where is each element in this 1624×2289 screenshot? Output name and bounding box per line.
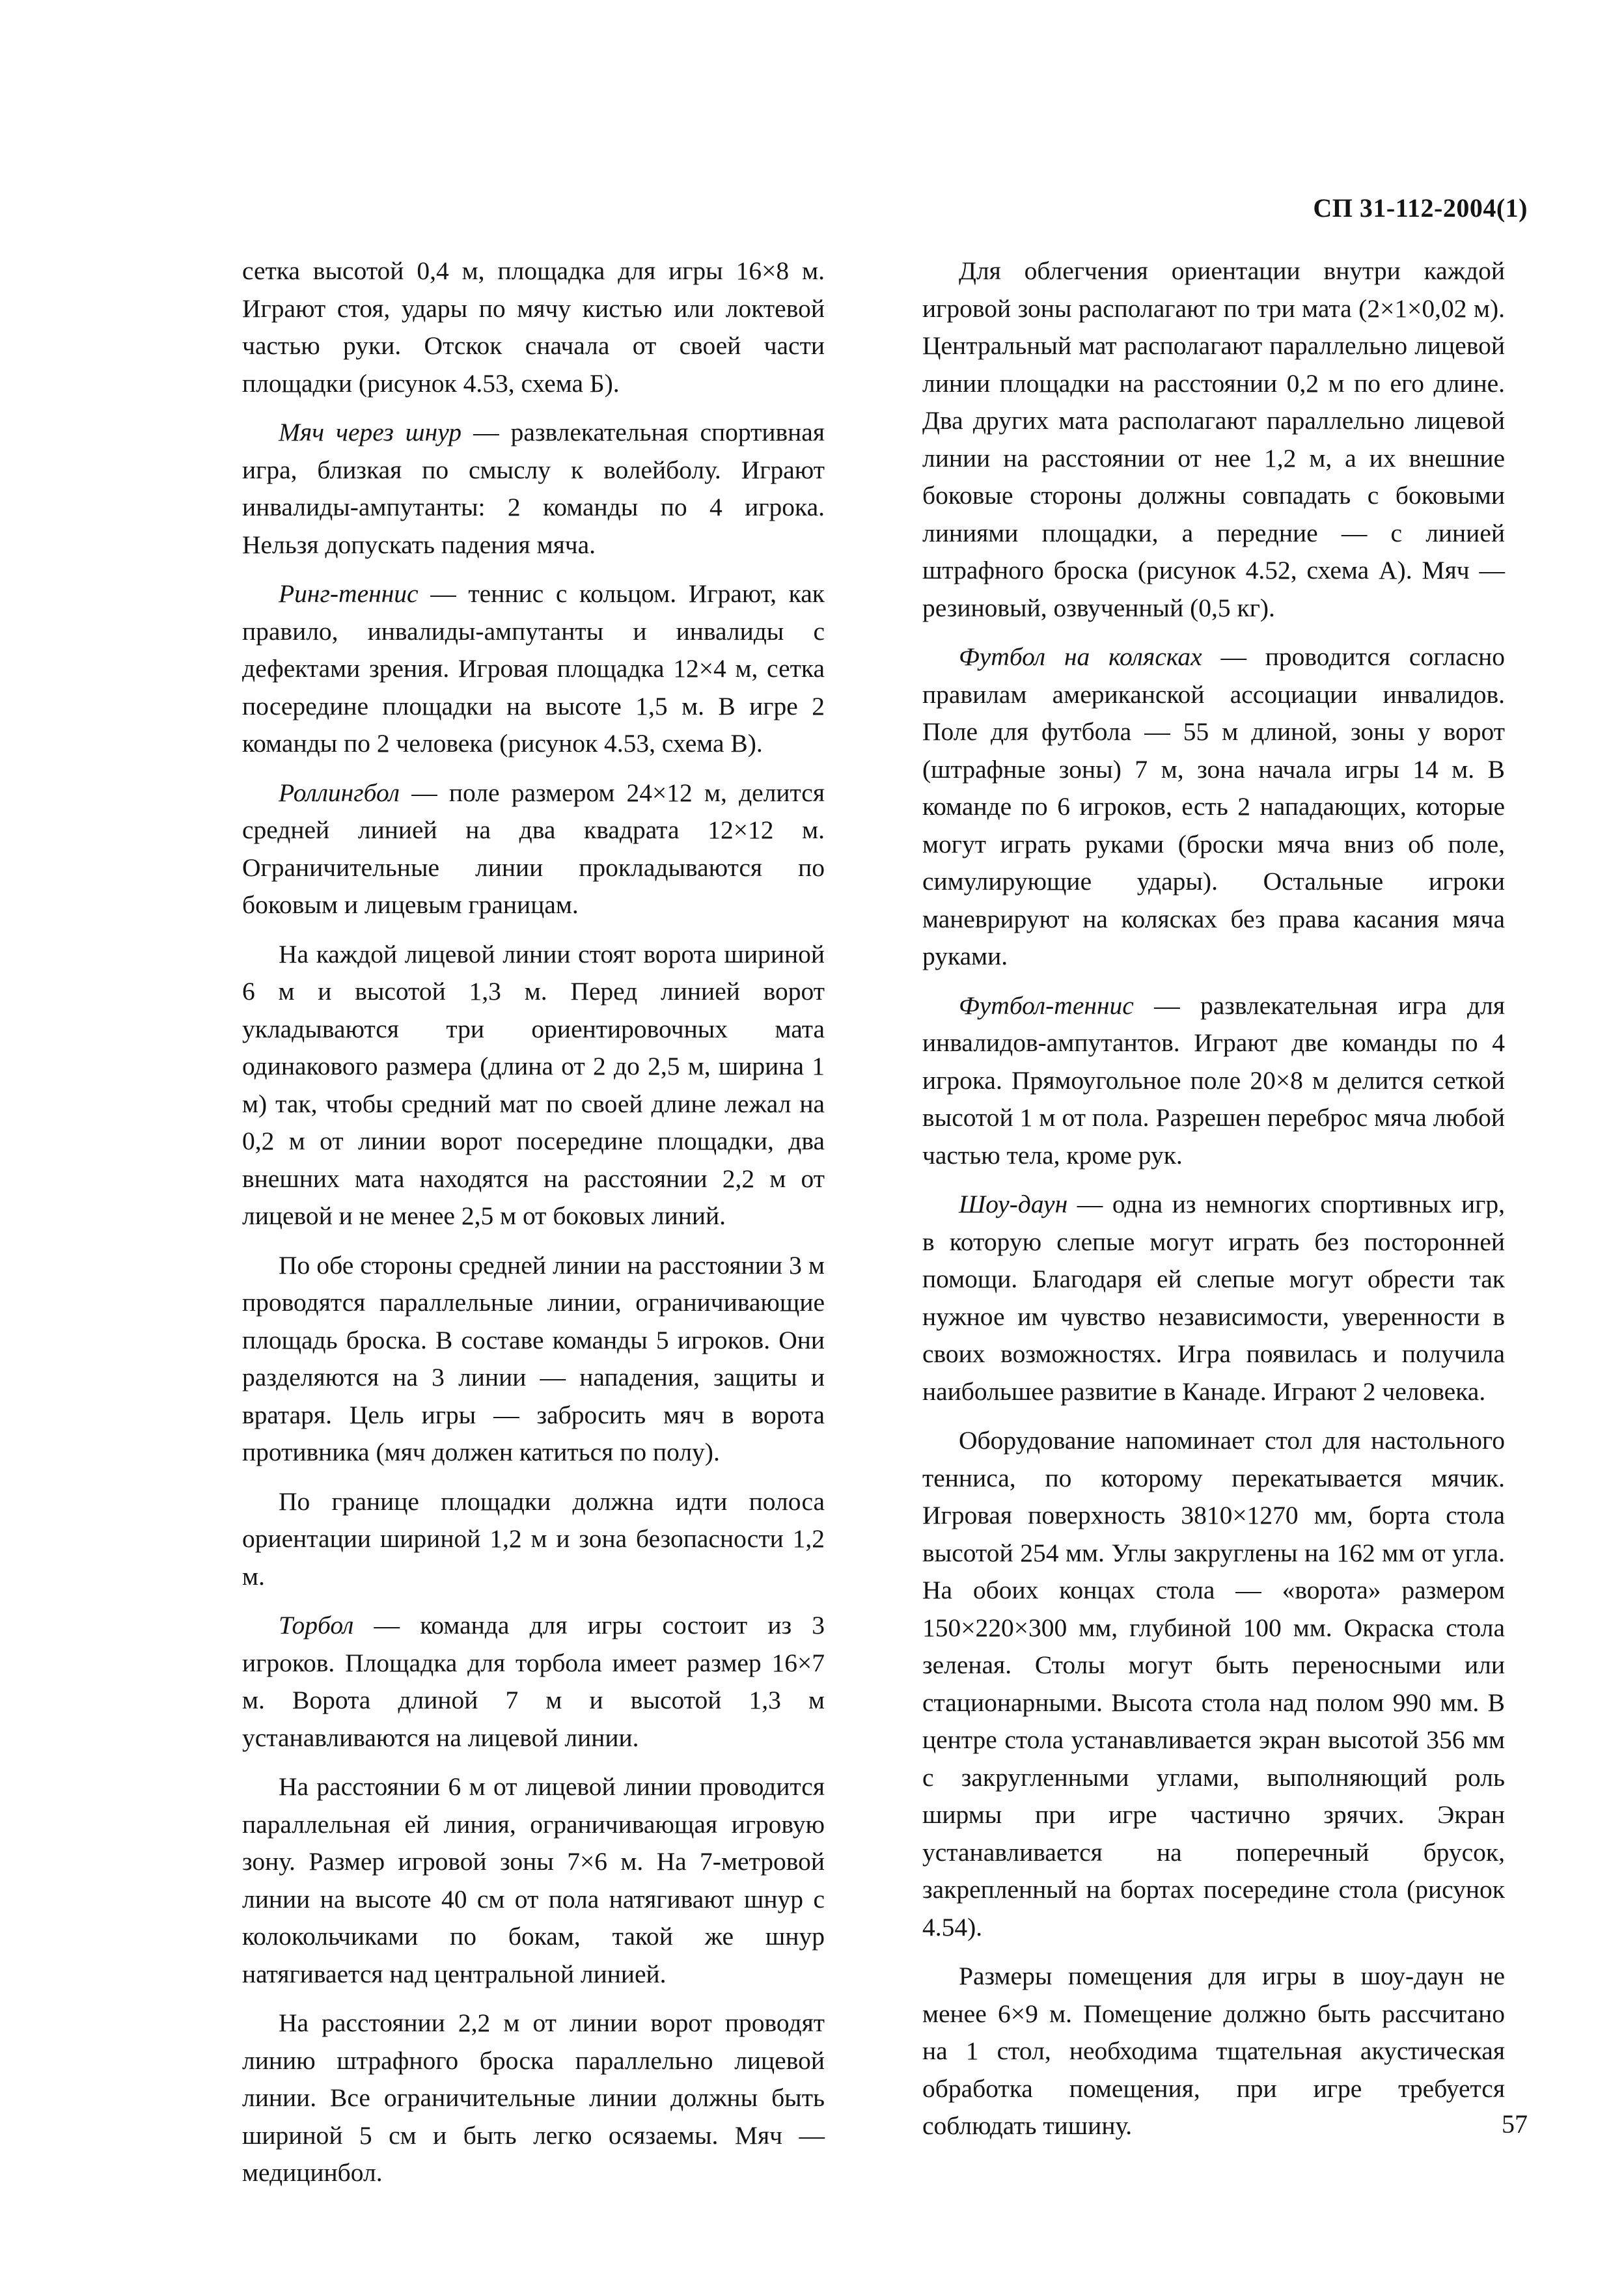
paragraph: По границе площадки должна идти полоса ориентации шириной 1,2 м и зона безопасности 1,2 м.: [242, 1487, 825, 1591]
paragraph: [922, 987, 1505, 1175]
term: Мяч через шнур: [279, 418, 461, 446]
paragraph: [242, 414, 825, 564]
document-code: СП 31-112-2004(1): [1313, 193, 1528, 223]
paragraph-text: — команда для игры состоит из 3 игроков. Площадка для торбола имеет размер 16×7 м. Ворота длиной 7 м и высотой 1,3 м устанавливаются на лицевой линии.: [242, 1611, 825, 1752]
paragraph-text: — развлекательная игра для инвалидов-ампутантов. Играют две команды по 4 игрока. Прямоугольное поле 20×8 м делится сеткой высотой 1 м от пола. Разрешен переброс мяча любой частью тела, кроме рук.: [922, 991, 1505, 1170]
paragraph: Оборудование напоминает стол для настольного тенниса, по которому перекатывается мячик. Игровая поверхность 3810×1270 мм, борта стола высотой 254 мм. Углы закруглены на 162 мм от угла. На обоих концах стола — «ворота» размером 150×220×300 мм, глубиной 100 мм. Окраска стола зеленая. Столы могут быть переносными или стационарными. Высота стола над полом 990 мм. В центре стола устанавливается экран высотой 356 мм с закругленными углами, выполняющий роль ширмы при игре частично зрячих. Экран устанавливается на поперечный брусок, закрепленный на бортах посередине стола (рисунок 4.54).: [922, 1426, 1505, 1941]
term: Футбол на колясках: [959, 642, 1202, 671]
paragraph: [242, 774, 825, 924]
term: Ринг-теннис: [279, 579, 419, 608]
text-columns: [242, 253, 1505, 2204]
left-column: [242, 253, 825, 2204]
page-number: 57: [1502, 2109, 1528, 2139]
paragraph: Размеры помещения для игры в шоу-даун не менее 6×9 м. Помещение должно быть рассчитано на 1 стол, необходима тщательная акустическая обработка помещения, при игре требуется соблюдать тишину.: [922, 1962, 1505, 2140]
paragraph-text: — поле размером 24×12 м, делится средней линией на два квадрата 12×12 м. Ограничительные линии прокладываются по боковым и лицевым границам.: [242, 778, 825, 919]
paragraph: На каждой лицевой линии стоят ворота шириной 6 м и высотой 1,3 м. Перед линией ворот укладываются три ориентировочных мата одинакового размера (длина от 2 до 2,5 м, ширина 1 м) так, чтобы средний мат по своей длине лежал на 0,2 м от линии ворот посередине площадки, два внешних мата находятся на расстоянии 2,2 м от лицевой и не менее 2,5 м от боковых линий.: [242, 939, 825, 1230]
paragraph: На расстоянии 2,2 м от линии ворот проводят линию штрафного броска параллельно лицевой линии. Все ограничительные линии должны быть шириной 5 см и быть легко осязаемы. Мяч — медицинбол.: [242, 2008, 825, 2187]
paragraph: По обе стороны средней линии на расстоянии 3 м проводятся параллельные линии, ограничивающие площадь броска. В составе команды 5 игроков. Они разделяются на 3 линии — нападения, защиты и вратаря. Цель игры — забросить мяч в ворота противника (мяч должен катиться по полу).: [242, 1250, 825, 1466]
paragraph: [922, 1186, 1505, 1410]
term: Футбол-теннис: [959, 991, 1134, 1020]
paragraph: сетка высотой 0,4 м, площадка для игры 16×8 м. Играют стоя, удары по мячу кистью или локтевой частью руки. Отскок сначала от своей части площадки (рисунок 4.53, схема Б).: [242, 256, 825, 398]
paragraph: [922, 638, 1505, 976]
paragraph-text: — развлекательная спортивная игра, близкая по смыслу к волейболу. Играют инвалиды-ампутанты: 2 команды по 4 игрока. Нельзя допускать падения мяча.: [242, 418, 825, 559]
paragraph: [242, 1607, 825, 1757]
paragraph-text: — теннис с кольцом. Играют, как правило, инвалиды-ампутанты и инвалиды с дефектами зрения. Игровая площадка 12×4 м, сетка посередине площадки на высоте 1,5 м. В игре 2 команды по 2 человека (рисунок 4.53, схема В).: [242, 579, 825, 758]
paragraph-text: — одна из немногих спортивных игр, в которую слепые могут играть без посторонней помощи. Благодаря ей слепые могут обрести так нужное им чувство независимости, уверенности в своих возможностях. Игра появилась и получила наибольшее развитие в Канаде. Играют 2 человека.: [922, 1190, 1505, 1406]
term: Шоу-даун: [959, 1190, 1068, 1218]
paragraph: Для облегчения ориентации внутри каждой игровой зоны располагают по три мата (2×1×0,02 м). Центральный мат располагают параллельно лицевой линии площадки на расстоянии 0,2 м по его длине. Два других мата располагают параллельно лицевой линии на расстоянии от нее 1,2 м, а их внешние боковые стороны должны совпадать с боковыми линиями площадки, а передние — с линией штрафного броска (рисунок 4.52, схема А). Мяч — резиновый, озвученный (0,5 кг).: [922, 256, 1505, 622]
paragraph-text: — проводится согласно правилам американской ассоциации инвалидов. Поле для футбола — 55 м длиной, зоны у ворот (штрафные зоны) 7 м, зона начала игры 14 м. В команде по 6 игроков, есть 2 нападающих, которые могут играть руками (броски мяча вниз об поле, симулирующие удары). Остальные игроки маневрируют на колясках без права касания мяча руками.: [922, 642, 1505, 970]
paragraph: [242, 575, 825, 763]
term: Роллингбол: [279, 778, 400, 807]
term: Торбол: [279, 1611, 354, 1639]
paragraph: На расстоянии 6 м от лицевой линии проводится параллельная ей линия, ограничивающая игровую зону. Размер игровой зоны 7×6 м. На 7-метровой линии на высоте 40 см от пола натягивают шнур с колокольчиками по бокам, такой же шнур натягивается над центральной линией.: [242, 1772, 825, 1988]
right-column: [922, 253, 1505, 2204]
